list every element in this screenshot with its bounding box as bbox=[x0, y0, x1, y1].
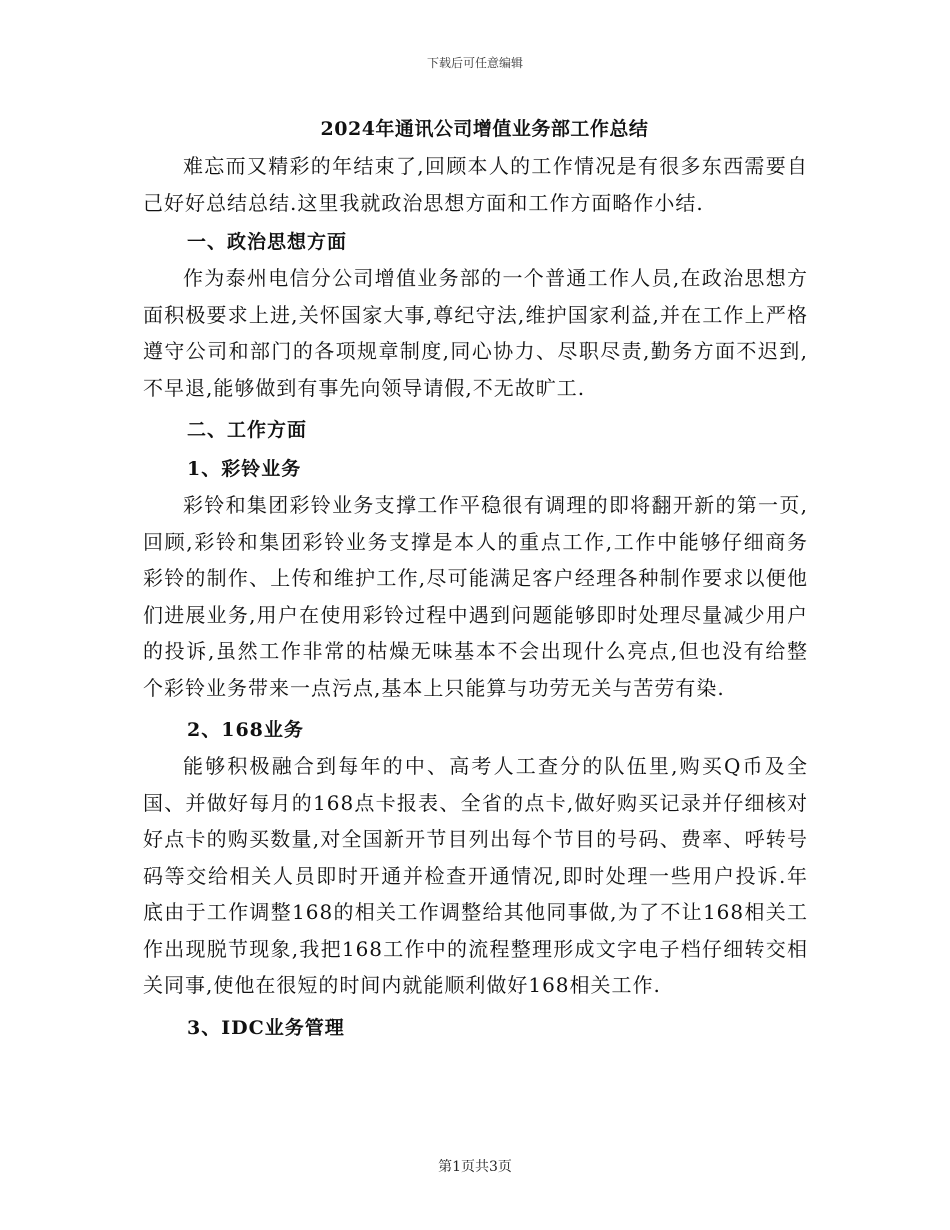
section-heading-politics: 一、政治思想方面 bbox=[187, 231, 348, 253]
document-body bbox=[143, 110, 808, 1046]
page-number: 第1页共3页 bbox=[438, 1159, 512, 1175]
subsection-heading-idc: 3、IDC业务管理 bbox=[187, 1016, 345, 1039]
ringtone-paragraph: 彩铃和集团彩铃业务支撑工作平稳很有调理的即将翻开新的第一页,回顾,彩铃和集团彩铃业务支撑是本人的重点工作,工作中能够仔细商务彩铃的制作、上传和维护工作,尽可能满足客户经理各种制作要求以便他们进展业务,用户在使用彩铃过程中遇到问题能够即时处理尽量减少用户的投诉,虽然工作非常的枯燥无味基本不会出现什么亮点,但也没有给整个彩铃业务带来一点污点,基本上只能算与功劳无关与苦劳有染. bbox=[143, 493, 808, 700]
section-heading-work: 二、工作方面 bbox=[187, 419, 308, 441]
document-title: 2024年通讯公司增值业务部工作总结 bbox=[320, 118, 649, 140]
service-168-paragraph: 能够积极融合到每年的中、高考人工查分的队伍里,购买Q币及全国、并做好每月的168点卡报表、全省的点卡,做好购买记录并仔细核对好点卡的购买数量,对全国新开节目列出每个节目的号码、费率、呼转号码等交给相关人员即时开通并检查开通情况,即时处理一些用户投诉.年底由于工作调整168的相关工作调整给其他同事做,为了不让168相关工作出现脱节现象,我把168工作中的流程整理形成文字电子档仔细转交相关同事,使他在很短的时间内就能顺利做好168相关工作. bbox=[143, 754, 808, 997]
header-note: 下载后可任意编辑 bbox=[426, 56, 523, 70]
intro-paragraph: 难忘而又精彩的年结束了,回顾本人的工作情况是有很多东西需要自己好好总结总结.这里我就政治思想方面和工作方面略作小结. bbox=[143, 154, 808, 215]
subsection-heading-168: 2、168业务 bbox=[187, 719, 304, 741]
politics-paragraph: 作为泰州电信分公司增值业务部的一个普通工作人员,在政治思想方面积极要求上进,关怀国家大事,尊纪守法,维护国家利益,并在工作上严格遵守公司和部门的各项规章制度,同心协力、尽职尽责,勤务方面不迟到,不早退,能够做到有事先向领导请假,不无故旷工. bbox=[143, 266, 808, 400]
subsection-heading-ringtone: 1、彩铃业务 bbox=[187, 458, 302, 480]
